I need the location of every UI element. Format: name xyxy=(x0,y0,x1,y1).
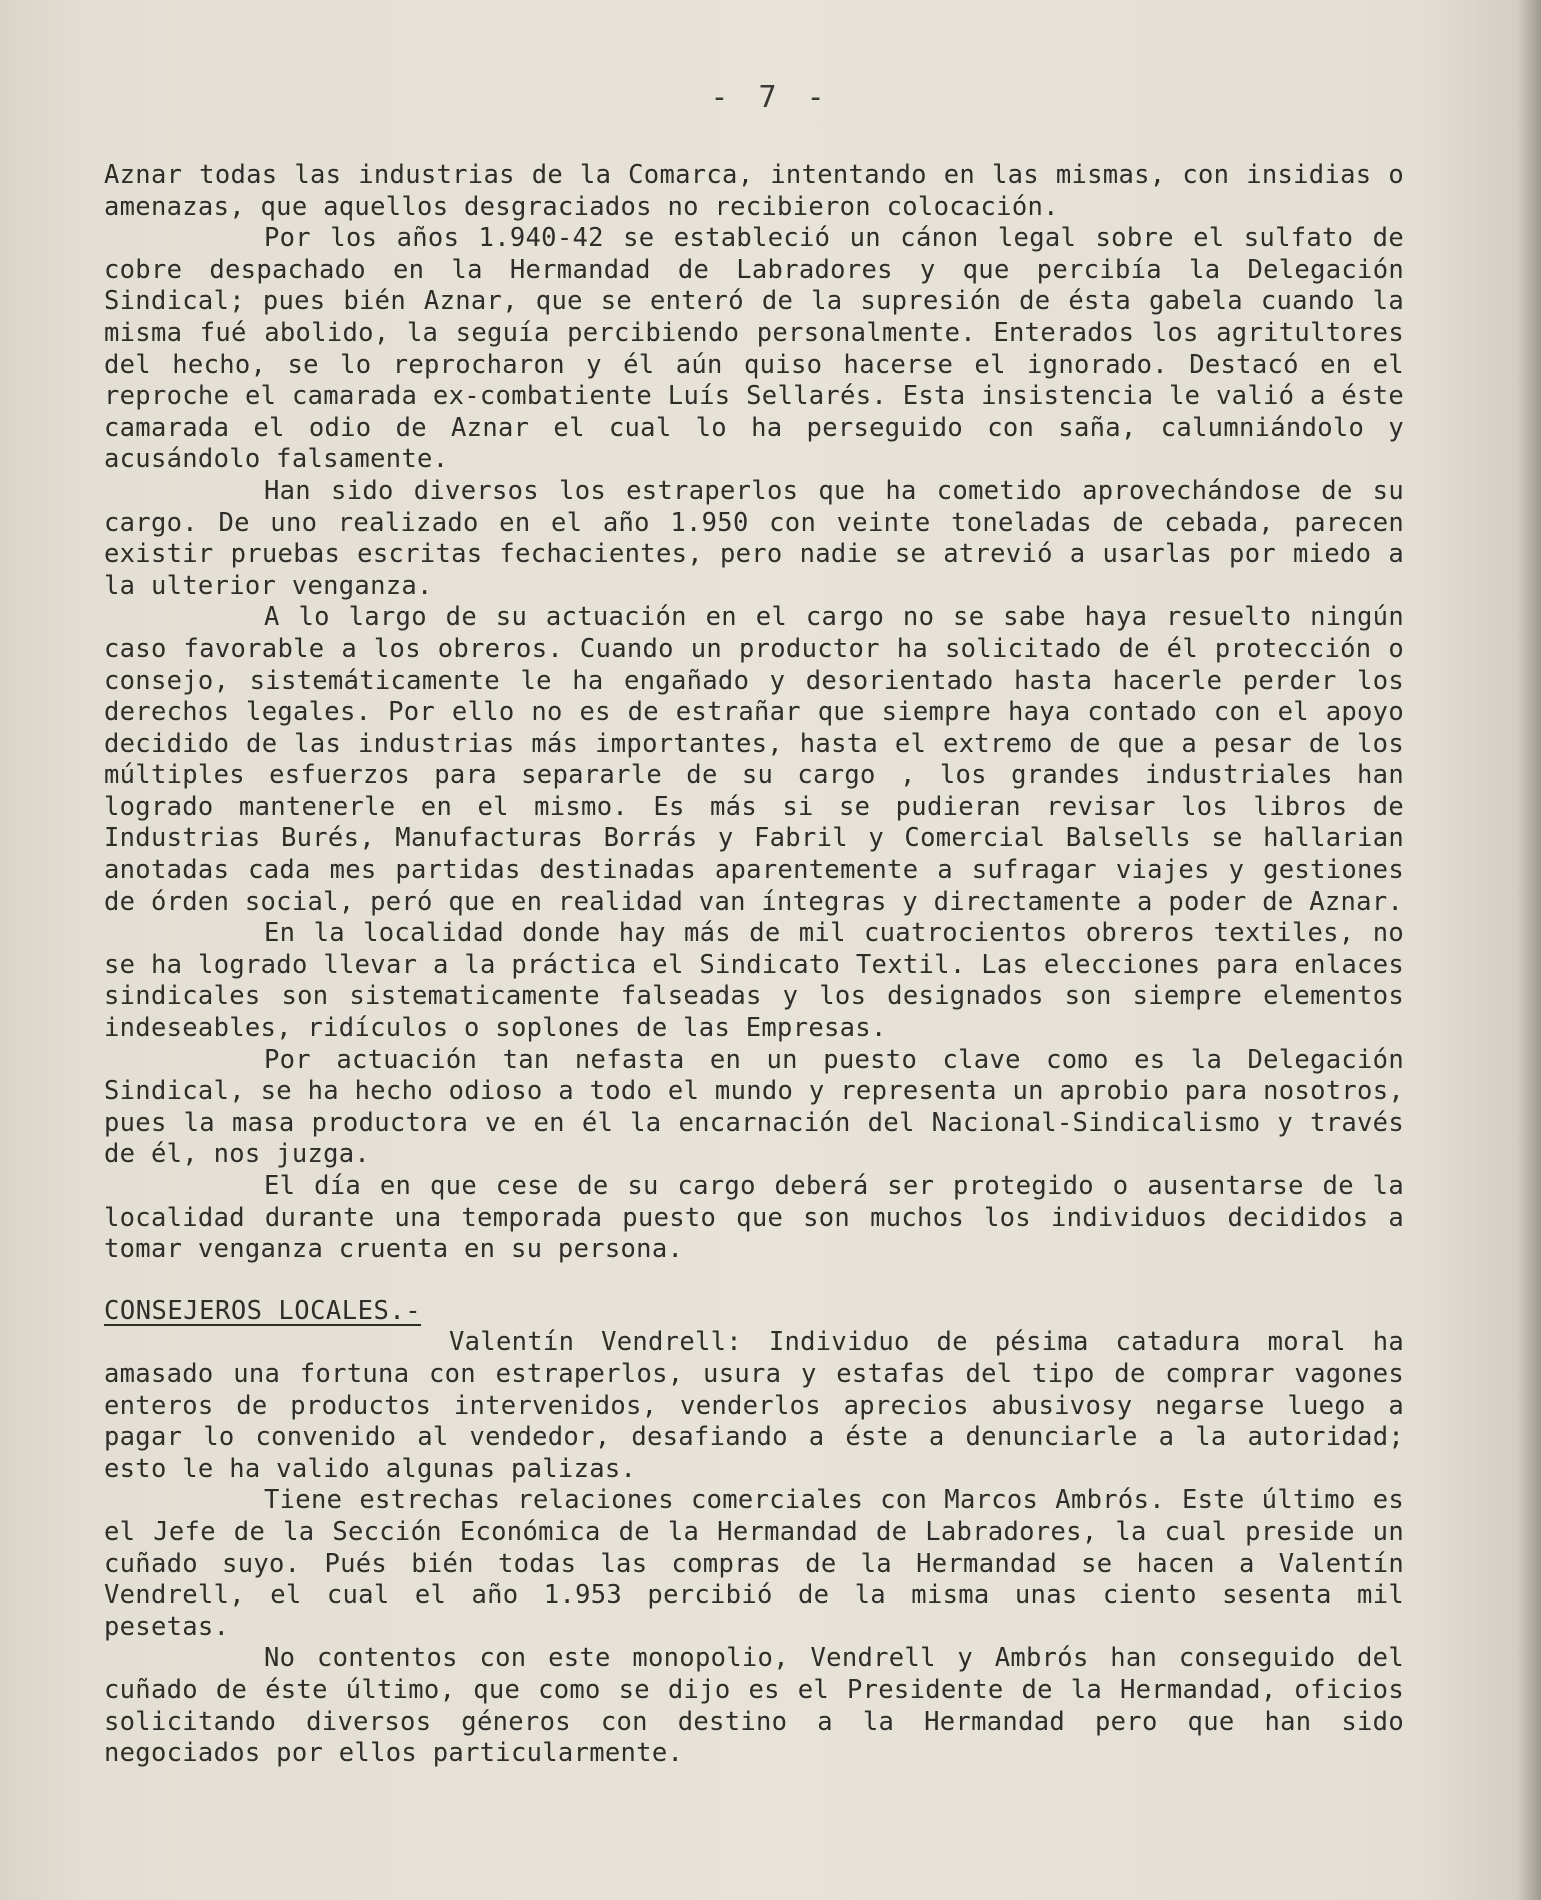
document-body xyxy=(104,160,1404,1770)
section-heading: CONSEJEROS LOCALES.- xyxy=(104,1295,422,1326)
paragraph-textile-union: En la localidad donde hay más de mil cuatrocientos obreros textiles, no se ha logrado llevar a la práctica el Sindicato Textil. Las elecciones para enlaces sindicales son sistematicamente falseadas y los designados son siempre elementos indeseables, ridículos o soplones de las Empresas. xyxy=(104,918,1404,1044)
section-local-councillors xyxy=(104,1296,1404,1770)
page-edge-shadow xyxy=(1517,0,1541,1900)
paragraph-odious: Por actuación tan nefasta en un puesto clave como es la Delegación Sindical, se ha hecho odioso a todo el mundo y representa un aprobio para nosotros, pues la masa productora ve en él la encarnación del Nacional-Sindicalismo y través de él, nos juzga. xyxy=(104,1044,1404,1170)
page-number: - 7 - xyxy=(710,80,831,115)
paragraph-black-market: Han sido diversos los estraperlos que ha cometido aprovechándose de su cargo. De uno realizado en el año 1.950 con veinte toneladas de cebada, parecen existir pruebas escritas fechacientes, pero nadie se atrevió a usarlas por miedo a la ulterior venganza. xyxy=(104,475,1404,601)
paragraph-revenge: El día en que cese de su cargo deberá ser protegido o ausentarse de la localidad durante una temporada puesto que son muchos los individuos decididos a tomar venganza cruenta en su persona. xyxy=(104,1171,1404,1265)
paragraph-sulfate-fee: Por los años 1.940-42 se estableció un cánon legal sobre el sulfato de cobre despachado en la Hermandad de Labradores y que percibía la Delegación Sindical; pues bién Aznar, que se enteró de la supresión de ésta gabela cuando la misma fué abolido, la seguía percibiendo personalmente. Enterados los agritultores del hecho, se lo reprocharon y él aún quiso hacerse el ignorado. Destacó en el reproche el camarada ex-combatiente Luís Sellarés. Esta insistencia le valió a éste camarada el odio de Aznar el cual lo ha perseguido con saña, calumniándolo y acusándolo falsamente. xyxy=(104,223,1404,475)
paragraph-ambros: Tiene estrechas relaciones comerciales con Marcos Ambrós. Este último es el Jefe de la Sección Económica de la Hermandad de Labradores, la cual preside un cuñado suyo. Pués bién todas las compras de la Hermandad se hacen a Valentín Vendrell, el cual el año 1.953 percibió de la misma unas ciento sesenta mil pesetas. xyxy=(104,1485,1404,1642)
paragraph-vendrell-text: Valentín Vendrell: Individuo de pésima catadura moral ha amasado una fortuna con estraperlos, usura y estafas del tipo de comprar vagones enteros de productos intervenidos, venderlos aprecios abusivosy negarse luego a pagar lo convenido al vendedor, desafiando a éste a denunciarle a la autoridad; esto le ha valido algunas palizas. xyxy=(104,1327,1404,1484)
paragraph-monopoly: No contentos con este monopolio, Vendrell y Ambrós han conseguido del cuñado de éste último, que como se dijo es el Presidente de la Hermandad, oficios solicitando diversos géneros con destino a la Hermandad pero que han sido negociados por ellos particularmente. xyxy=(104,1643,1404,1769)
paragraph-vendrell xyxy=(104,1327,1404,1485)
paragraph-continuation: Aznar todas las industrias de la Comarca, intentando en las mismas, con insidias o amenazas, que aquellos desgraciados no recibieron colocación. xyxy=(104,160,1404,222)
paragraph-workers: A lo largo de su actuación en el cargo no se sabe haya resuelto ningún caso favorable a los obreros. Cuando un productor ha solicitado de él protección o consejo, sistemáticamente le ha engañado y desorientado hasta hacerle perder los derechos legales. Por ello no es de estrañar que siempre haya contado con el apoyo decidido de las industrias más importantes, hasta el extremo de que a pesar de los múltiples esfuerzos para separarle de su cargo , los grandes industriales han logrado mantenerle en el mismo. Es más si se pudieran revisar los libros de Industrias Burés, Manufacturas Borrás y Fabril y Comercial Balsells se hallarian anotadas cada mes partidas destinadas aparentemente a sufragar viajes y gestiones de órden social, peró que en realidad van íntegras y directamente a poder de Aznar. xyxy=(104,602,1404,917)
